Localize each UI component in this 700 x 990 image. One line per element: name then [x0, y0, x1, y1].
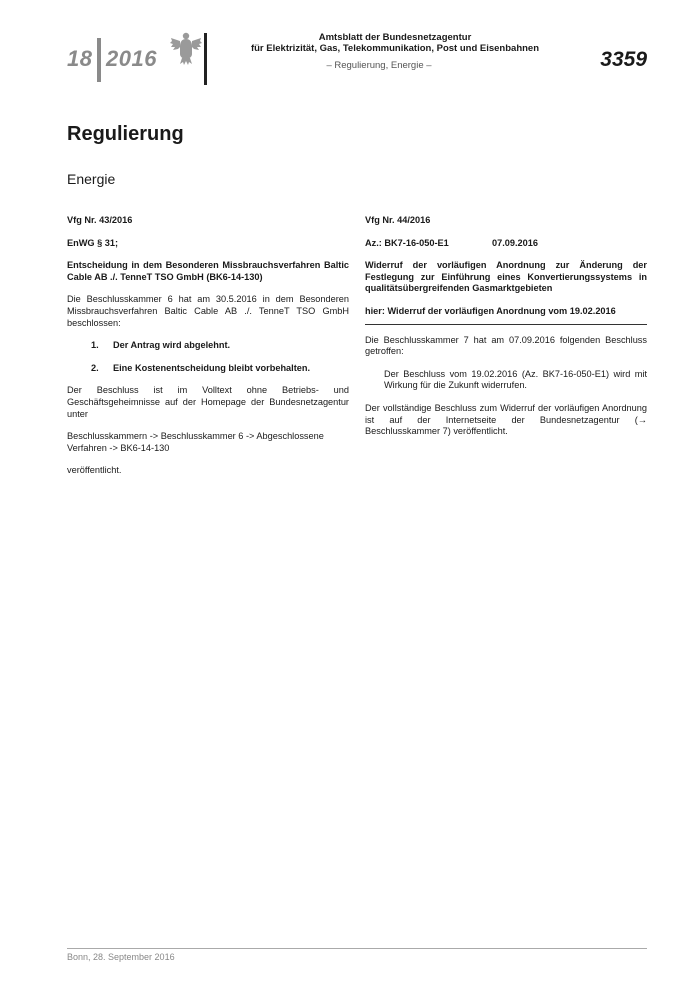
decision-list	[67, 340, 349, 374]
decision-heading: Widerruf der vorläufigen Anordnung zur Änderung der Festlegung zur Einführung eines Konvertierungssystems in qualitätsübergreifenden Gasmarktgebieten	[365, 260, 647, 294]
left-column	[67, 215, 349, 488]
footer-divider	[67, 948, 647, 949]
vfg-number: Vfg Nr. 44/2016	[365, 215, 431, 225]
reference-line	[365, 238, 647, 250]
intro-paragraph: Die Beschlusskammer 7 hat am 07.09.2016 folgenden Beschluss getroffen:	[365, 334, 647, 357]
right-column	[365, 215, 647, 449]
header-subtitle: – Regulierung, Energie –	[326, 60, 432, 71]
issue-divider	[97, 38, 101, 82]
subsection-title: Energie	[67, 171, 116, 187]
published-note: veröffentlicht.	[67, 465, 122, 476]
navigation-path: Beschlusskammern -> Beschlusskammer 6 -> Abgeschlossene Verfahren -> BK6-14-130	[67, 431, 324, 453]
vfg-number: Vfg Nr. 43/2016	[67, 215, 133, 225]
page-number: 3359	[600, 48, 647, 71]
law-reference: EnWG § 31;	[67, 237, 119, 248]
hier-line: hier: Widerruf der vorläufigen Anordnung vom 19.02.2016	[365, 305, 616, 316]
list-item-text: Eine Kostenentscheidung bleibt vorbehalten.	[113, 362, 311, 373]
list-item	[67, 340, 349, 352]
divider	[365, 324, 647, 325]
decision-heading: Entscheidung in dem Besonderen Missbrauchsverfahren Baltic Cable AB ./. TenneT TSO GmbH (BK6-14-130)	[67, 260, 349, 282]
issue-year: 2016	[106, 46, 157, 71]
publication-paragraph: Der vollständige Beschluss zum Widerruf der vorläufigen Anordnung ist auf der Internetseite der Bundesnetzagentur (→ Beschlusskammer 7) veröffentlicht.	[365, 402, 647, 437]
section-title: Regulierung	[67, 123, 184, 145]
list-item-number: 2.	[91, 362, 99, 373]
list-item-number: 1.	[91, 340, 99, 351]
intro-paragraph: Die Beschlusskammer 6 hat am 30.5.2016 in dem Besonderen Missbrauchsverfahren Baltic Cable AB ./. TenneT TSO GmbH beschlossen:	[67, 294, 349, 328]
footer-place-date: Bonn, 28. September 2016	[67, 952, 175, 962]
decision-text: Der Beschluss vom 19.02.2016 (Az. BK7-16-050-E1) wird mit Wirkung für die Zukunft widerrufen.	[384, 368, 647, 391]
issue-number: 18	[67, 46, 93, 71]
publisher-line-2: für Elektrizität, Gas, Telekommunikation, Post und Eisenbahnen	[250, 43, 540, 54]
decision-date: 07.09.2016	[492, 237, 538, 248]
publication-paragraph: Der Beschluss ist im Volltext ohne Betriebs- und Geschäftsgeheimnisse auf der Homepage der Bundesnetzagentur unter	[67, 385, 349, 419]
publisher-line-1: Amtsblatt der Bundesnetzagentur	[318, 32, 472, 43]
list-item	[67, 363, 349, 375]
file-reference: Az.: BK7-16-050-E1	[365, 237, 449, 248]
list-item-text: Der Antrag wird abgelehnt.	[113, 340, 231, 351]
